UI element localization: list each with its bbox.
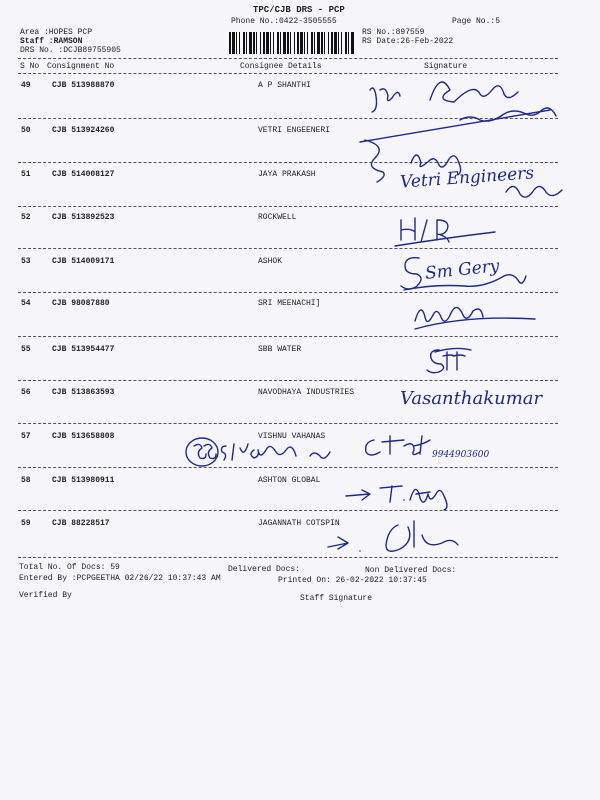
row-consignee: ROCKWELL — [258, 213, 297, 222]
signature-scribble — [340, 478, 490, 510]
entered-by: Entered By :PCPGEETHA 02/26/22 10:37:43 AM — [19, 574, 221, 583]
col-header-signature: Signature — [424, 62, 468, 71]
row-consignment: CJB 513658808 — [52, 432, 115, 441]
divider — [18, 423, 558, 424]
signature-scribble — [400, 270, 530, 298]
row-consignment: CJB 513924260 — [52, 126, 115, 135]
row-consignment: CJB 513892523 — [52, 213, 115, 222]
handwritten-note: 9944903600 — [432, 450, 490, 460]
row-consignee: VISHNU VAHANAS — [258, 432, 326, 441]
row-consignee: SRI MEENACHI] — [258, 299, 321, 308]
row-consignment: CJB 88228517 — [52, 519, 110, 528]
delivered-docs: Delivered Docs: — [228, 565, 301, 574]
row-consignment: CJB 513863593 — [52, 388, 115, 397]
report-title: TPC/CJB DRS - PCP — [253, 5, 345, 15]
handwritten-note: Vetri Engineers — [399, 163, 535, 193]
verified-by: Verified By — [19, 591, 72, 600]
rs-number: RS No.:897559 — [362, 28, 425, 37]
row-sno: 57 — [21, 432, 31, 441]
row-sno: 54 — [21, 299, 31, 308]
row-sno: 59 — [21, 519, 31, 528]
divider — [18, 336, 558, 337]
row-consignee: NAVODHAYA INDUSTRIES — [258, 388, 355, 397]
row-consignment: CJB 513988870 — [52, 81, 115, 90]
total-docs: Total No. Of Docs: 59 — [19, 563, 120, 572]
row-sno: 58 — [21, 476, 31, 485]
row-sno: 56 — [21, 388, 31, 397]
signature-scribble — [425, 342, 475, 374]
row-sno: 50 — [21, 126, 31, 135]
row-consignee: JAYA PRAKASH — [258, 170, 316, 179]
rs-date: RS Date:26-Feb-2022 — [362, 37, 454, 46]
row-consignee: SBB WATER — [258, 345, 302, 354]
row-consignee: VETRI ENGEENERI — [258, 126, 331, 135]
row-consignment: CJB 514008127 — [52, 170, 115, 179]
row-consignee: JAGANNATH COTSPIN — [258, 519, 340, 528]
row-consignment: CJB 513954477 — [52, 345, 115, 354]
barcode — [229, 32, 354, 54]
row-consignee: ASHTON GLOBAL — [258, 476, 321, 485]
printed-on: Printed On: 26-02-2022 10:37:45 — [278, 576, 427, 585]
row-consignee: A P SHANTHI — [258, 81, 311, 90]
area-label: Area :HOPES PCP — [20, 28, 93, 37]
row-consignment: CJB 514009171 — [52, 257, 115, 266]
divider — [18, 510, 558, 511]
row-sno: 55 — [21, 345, 31, 354]
divider — [18, 380, 558, 381]
signature-scribble — [385, 210, 505, 250]
signature-scribble — [180, 432, 350, 472]
handwritten-note: Sm Gery — [424, 256, 501, 284]
row-sno: 51 — [21, 170, 31, 179]
row-sno: 49 — [21, 81, 31, 90]
staff-label: Staff :RAMSON — [20, 37, 83, 46]
divider — [18, 557, 558, 558]
row-consignment: CJB 98087880 — [52, 299, 110, 308]
signature-scribble — [405, 295, 545, 335]
staff-signature: Staff Signature — [300, 594, 373, 603]
col-header-consignment: Consignment No — [47, 62, 115, 71]
drs-number: DRS No. :DCJB89755905 — [20, 46, 121, 55]
col-header-sno: S No — [20, 62, 40, 71]
row-sno: 52 — [21, 213, 31, 222]
handwritten-note: Vasanthakumar — [400, 388, 543, 409]
page-number: Page No.:5 — [452, 17, 501, 26]
signature-scribble — [500, 178, 570, 202]
signature-scribble — [320, 515, 470, 560]
row-consignee: ASHOK — [258, 257, 283, 266]
row-consignment: CJB 513980911 — [52, 476, 115, 485]
phone-number: Phone No.:0422-3505555 — [231, 17, 337, 26]
divider — [18, 206, 558, 207]
col-header-consignee: Consignee Details — [240, 62, 322, 71]
row-sno: 53 — [21, 257, 31, 266]
divider — [18, 58, 558, 59]
non-delivered-docs: Non Delivered Docs: — [365, 566, 457, 575]
